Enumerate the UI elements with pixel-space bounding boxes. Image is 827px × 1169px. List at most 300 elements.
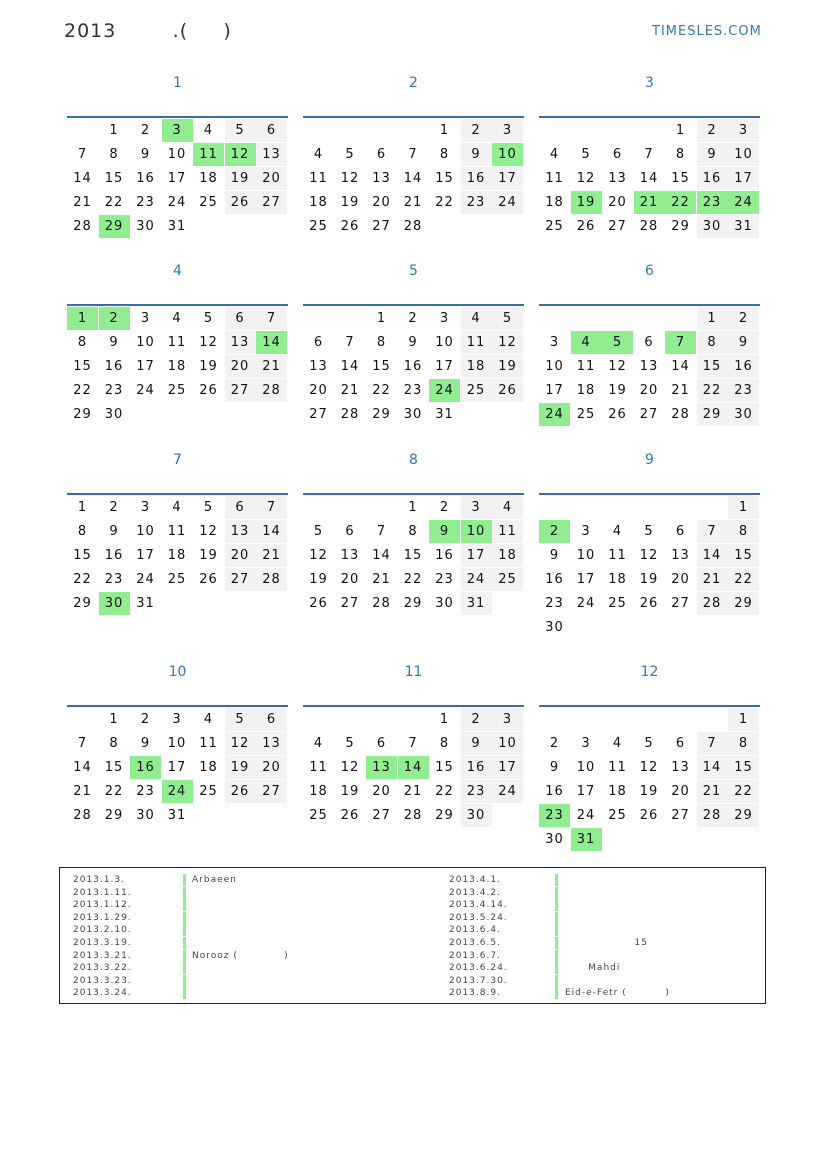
day-cell[interactable]: 21 <box>403 784 423 799</box>
day-cell[interactable]: 10 <box>576 760 596 775</box>
day-cell[interactable]: 15 <box>403 548 423 563</box>
day-cell[interactable]: 15 <box>728 544 759 567</box>
holiday-day-cell[interactable]: 9 <box>429 520 460 543</box>
day-cell[interactable]: 28 <box>697 592 728 615</box>
day-cell[interactable]: 3 <box>549 335 560 350</box>
day-cell[interactable]: 28 <box>256 568 287 591</box>
day-cell[interactable]: 14 <box>639 171 659 186</box>
day-cell[interactable]: 25 <box>199 195 218 210</box>
day-cell[interactable]: 23 <box>403 383 423 398</box>
day-cell[interactable]: 13 <box>225 520 256 543</box>
day-cell[interactable]: 6 <box>225 307 256 330</box>
day-cell[interactable]: 16 <box>461 167 492 190</box>
day-cell[interactable]: 31 <box>136 596 155 611</box>
day-cell[interactable]: 8 <box>675 147 686 162</box>
holiday-day-cell[interactable]: 5 <box>602 331 633 354</box>
day-cell[interactable]: 3 <box>581 736 591 751</box>
day-cell[interactable]: 17 <box>167 760 187 775</box>
holiday-day-cell[interactable]: 13 <box>366 756 397 779</box>
day-cell[interactable]: 4 <box>313 147 324 162</box>
day-cell[interactable]: 17 <box>576 572 596 587</box>
day-cell[interactable]: 19 <box>608 383 627 398</box>
day-cell[interactable]: 29 <box>435 808 454 823</box>
holiday-day-cell[interactable]: 23 <box>539 804 570 827</box>
day-cell[interactable]: 20 <box>309 383 328 398</box>
day-cell[interactable]: 28 <box>671 407 690 422</box>
day-cell[interactable]: 19 <box>225 756 256 779</box>
day-cell[interactable]: 12 <box>639 548 659 563</box>
day-cell[interactable]: 2 <box>140 712 151 727</box>
day-cell[interactable]: 20 <box>256 756 287 779</box>
day-cell[interactable]: 18 <box>199 171 218 186</box>
day-cell[interactable]: 25 <box>576 407 596 422</box>
holiday-day-cell[interactable]: 29 <box>99 215 130 238</box>
day-cell[interactable]: 3 <box>140 311 151 326</box>
holiday-day-cell[interactable]: 14 <box>256 331 287 354</box>
day-cell[interactable]: 18 <box>608 572 627 587</box>
day-cell[interactable]: 31 <box>728 215 759 238</box>
day-cell[interactable]: 1 <box>728 496 759 519</box>
day-cell[interactable]: 12 <box>199 335 218 350</box>
day-cell[interactable]: 6 <box>675 524 686 539</box>
day-cell[interactable]: 9 <box>140 147 151 162</box>
day-cell[interactable]: 1 <box>697 307 728 330</box>
day-cell[interactable]: 4 <box>549 147 560 162</box>
day-cell[interactable]: 14 <box>256 520 287 543</box>
day-cell[interactable]: 5 <box>644 524 654 539</box>
day-cell[interactable]: 20 <box>225 355 256 378</box>
day-cell[interactable]: 28 <box>403 219 423 234</box>
day-cell[interactable]: 7 <box>376 524 387 539</box>
day-cell[interactable]: 7 <box>644 147 654 162</box>
day-cell[interactable]: 27 <box>256 191 287 214</box>
day-cell[interactable]: 25 <box>545 219 564 234</box>
day-cell[interactable]: 29 <box>372 407 391 422</box>
day-cell[interactable]: 6 <box>345 524 355 539</box>
day-cell[interactable]: 28 <box>403 808 423 823</box>
day-cell[interactable]: 15 <box>728 756 759 779</box>
day-cell[interactable]: 10 <box>136 335 155 350</box>
day-cell[interactable]: 27 <box>639 407 659 422</box>
day-cell[interactable]: 10 <box>728 143 759 166</box>
day-cell[interactable]: 5 <box>313 524 324 539</box>
day-cell[interactable]: 21 <box>671 383 690 398</box>
day-cell[interactable]: 7 <box>408 736 418 751</box>
day-cell[interactable]: 6 <box>256 708 287 731</box>
day-cell[interactable]: 29 <box>728 804 759 827</box>
day-cell[interactable]: 19 <box>340 195 360 210</box>
day-cell[interactable]: 22 <box>73 383 92 398</box>
day-cell[interactable]: 17 <box>545 383 564 398</box>
day-cell[interactable]: 3 <box>492 708 523 731</box>
day-cell[interactable]: 11 <box>309 760 328 775</box>
day-cell[interactable]: 5 <box>581 147 591 162</box>
day-cell[interactable]: 13 <box>225 331 256 354</box>
day-cell[interactable]: 3 <box>581 524 591 539</box>
day-cell[interactable]: 26 <box>225 191 256 214</box>
day-cell[interactable]: 26 <box>576 219 596 234</box>
holiday-day-cell[interactable]: 23 <box>697 191 728 214</box>
day-cell[interactable]: 8 <box>77 335 88 350</box>
day-cell[interactable]: 2 <box>439 500 450 515</box>
day-cell[interactable]: 29 <box>728 592 759 615</box>
day-cell[interactable]: 12 <box>340 760 360 775</box>
day-cell[interactable]: 24 <box>576 596 596 611</box>
day-cell[interactable]: 22 <box>435 784 454 799</box>
day-cell[interactable]: 18 <box>461 355 492 378</box>
day-cell[interactable]: 22 <box>73 572 92 587</box>
day-cell[interactable]: 5 <box>492 307 523 330</box>
day-cell[interactable]: 28 <box>73 808 92 823</box>
day-cell[interactable]: 13 <box>256 732 287 755</box>
day-cell[interactable]: 14 <box>73 760 92 775</box>
day-cell[interactable]: 13 <box>639 359 659 374</box>
day-cell[interactable]: 8 <box>77 524 88 539</box>
day-cell[interactable]: 2 <box>408 311 418 326</box>
day-cell[interactable]: 1 <box>109 123 119 138</box>
day-cell[interactable]: 30 <box>545 620 564 635</box>
day-cell[interactable]: 1 <box>77 500 88 515</box>
day-cell[interactable]: 8 <box>697 331 728 354</box>
holiday-day-cell[interactable]: 3 <box>162 119 193 142</box>
holiday-day-cell[interactable]: 22 <box>665 191 696 214</box>
day-cell[interactable]: 19 <box>340 784 360 799</box>
day-cell[interactable]: 2 <box>697 119 728 142</box>
day-cell[interactable]: 21 <box>73 784 92 799</box>
day-cell[interactable]: 7 <box>77 147 88 162</box>
day-cell[interactable]: 27 <box>671 596 690 611</box>
day-cell[interactable]: 3 <box>461 496 492 519</box>
day-cell[interactable]: 1 <box>439 123 450 138</box>
holiday-day-cell[interactable]: 24 <box>162 780 193 803</box>
holiday-day-cell[interactable]: 31 <box>571 828 602 851</box>
day-cell[interactable]: 20 <box>225 544 256 567</box>
day-cell[interactable]: 25 <box>167 572 187 587</box>
day-cell[interactable]: 22 <box>403 572 423 587</box>
day-cell[interactable]: 3 <box>439 311 450 326</box>
day-cell[interactable]: 10 <box>492 732 523 755</box>
day-cell[interactable]: 27 <box>372 808 391 823</box>
holiday-day-cell[interactable]: 7 <box>665 331 696 354</box>
day-cell[interactable]: 13 <box>340 548 360 563</box>
day-cell[interactable]: 11 <box>167 524 187 539</box>
day-cell[interactable]: 26 <box>199 383 218 398</box>
day-cell[interactable]: 1 <box>439 712 450 727</box>
day-cell[interactable]: 12 <box>639 760 659 775</box>
day-cell[interactable]: 24 <box>136 383 155 398</box>
day-cell[interactable]: 14 <box>671 359 690 374</box>
day-cell[interactable]: 8 <box>439 147 450 162</box>
day-cell[interactable]: 29 <box>697 403 728 426</box>
holiday-day-cell[interactable]: 12 <box>225 143 256 166</box>
day-cell[interactable]: 18 <box>199 760 218 775</box>
day-cell[interactable]: 28 <box>340 407 360 422</box>
day-cell[interactable]: 15 <box>435 760 454 775</box>
day-cell[interactable]: 9 <box>109 524 119 539</box>
day-cell[interactable]: 19 <box>639 784 659 799</box>
day-cell[interactable]: 23 <box>461 780 492 803</box>
day-cell[interactable]: 23 <box>435 572 454 587</box>
day-cell[interactable]: 11 <box>608 548 627 563</box>
day-cell[interactable]: 20 <box>372 784 391 799</box>
day-cell[interactable]: 9 <box>140 736 151 751</box>
day-cell[interactable]: 19 <box>199 359 218 374</box>
day-cell[interactable]: 17 <box>492 756 523 779</box>
day-cell[interactable]: 15 <box>671 171 690 186</box>
day-cell[interactable]: 15 <box>697 355 728 378</box>
day-cell[interactable]: 25 <box>461 379 492 402</box>
day-cell[interactable]: 10 <box>167 147 187 162</box>
day-cell[interactable]: 8 <box>109 147 119 162</box>
day-cell[interactable]: 9 <box>549 760 560 775</box>
day-cell[interactable]: 6 <box>256 119 287 142</box>
day-cell[interactable]: 19 <box>225 167 256 190</box>
day-cell[interactable]: 23 <box>461 191 492 214</box>
day-cell[interactable]: 25 <box>608 808 627 823</box>
day-cell[interactable]: 3 <box>140 500 151 515</box>
day-cell[interactable]: 19 <box>199 548 218 563</box>
day-cell[interactable]: 17 <box>728 167 759 190</box>
day-cell[interactable]: 6 <box>644 335 654 350</box>
day-cell[interactable]: 18 <box>576 383 596 398</box>
day-cell[interactable]: 7 <box>256 307 287 330</box>
day-cell[interactable]: 8 <box>408 524 418 539</box>
day-cell[interactable]: 18 <box>545 195 564 210</box>
day-cell[interactable]: 26 <box>309 596 328 611</box>
day-cell[interactable]: 2 <box>549 736 560 751</box>
day-cell[interactable]: 17 <box>461 544 492 567</box>
day-cell[interactable]: 26 <box>340 219 360 234</box>
day-cell[interactable]: 22 <box>104 784 124 799</box>
day-cell[interactable]: 12 <box>576 171 596 186</box>
day-cell[interactable]: 26 <box>199 572 218 587</box>
day-cell[interactable]: 9 <box>728 331 759 354</box>
day-cell[interactable]: 4 <box>461 307 492 330</box>
day-cell[interactable]: 16 <box>697 167 728 190</box>
day-cell[interactable]: 27 <box>309 407 328 422</box>
day-cell[interactable]: 26 <box>340 808 360 823</box>
day-cell[interactable]: 20 <box>372 195 391 210</box>
day-cell[interactable]: 30 <box>104 407 124 422</box>
day-cell[interactable]: 11 <box>576 359 596 374</box>
day-cell[interactable]: 11 <box>167 335 187 350</box>
day-cell[interactable]: 30 <box>697 215 728 238</box>
day-cell[interactable]: 11 <box>309 171 328 186</box>
day-cell[interactable]: 5 <box>345 147 355 162</box>
day-cell[interactable]: 23 <box>104 383 124 398</box>
day-cell[interactable]: 2 <box>109 500 119 515</box>
day-cell[interactable]: 28 <box>639 219 659 234</box>
day-cell[interactable]: 17 <box>576 784 596 799</box>
day-cell[interactable]: 4 <box>172 311 182 326</box>
day-cell[interactable]: 5 <box>203 500 214 515</box>
day-cell[interactable]: 3 <box>728 119 759 142</box>
day-cell[interactable]: 19 <box>309 572 328 587</box>
day-cell[interactable]: 27 <box>671 808 690 823</box>
day-cell[interactable]: 24 <box>136 572 155 587</box>
day-cell[interactable]: 13 <box>671 548 690 563</box>
day-cell[interactable]: 1 <box>376 311 387 326</box>
day-cell[interactable]: 6 <box>376 736 387 751</box>
day-cell[interactable]: 29 <box>104 808 124 823</box>
day-cell[interactable]: 14 <box>697 756 728 779</box>
day-cell[interactable]: 17 <box>492 167 523 190</box>
day-cell[interactable]: 11 <box>461 331 492 354</box>
day-cell[interactable]: 5 <box>225 708 256 731</box>
day-cell[interactable]: 25 <box>492 568 523 591</box>
day-cell[interactable]: 13 <box>309 359 328 374</box>
day-cell[interactable]: 20 <box>671 572 690 587</box>
day-cell[interactable]: 4 <box>203 712 214 727</box>
day-cell[interactable]: 13 <box>671 760 690 775</box>
day-cell[interactable]: 7 <box>697 732 728 755</box>
day-cell[interactable]: 26 <box>639 808 659 823</box>
day-cell[interactable]: 15 <box>104 171 124 186</box>
day-cell[interactable]: 15 <box>73 548 92 563</box>
holiday-day-cell[interactable]: 2 <box>99 307 130 330</box>
day-cell[interactable]: 30 <box>136 808 155 823</box>
day-cell[interactable]: 29 <box>403 596 423 611</box>
day-cell[interactable]: 4 <box>612 524 623 539</box>
day-cell[interactable]: 6 <box>225 496 256 519</box>
day-cell[interactable]: 13 <box>608 171 627 186</box>
holiday-day-cell[interactable]: 16 <box>130 756 161 779</box>
day-cell[interactable]: 7 <box>345 335 355 350</box>
day-cell[interactable]: 9 <box>109 335 119 350</box>
day-cell[interactable]: 29 <box>73 407 92 422</box>
day-cell[interactable]: 1 <box>675 123 686 138</box>
holiday-day-cell[interactable]: 11 <box>193 143 224 166</box>
day-cell[interactable]: 12 <box>199 524 218 539</box>
day-cell[interactable]: 26 <box>225 780 256 803</box>
day-cell[interactable]: 3 <box>172 712 182 727</box>
day-cell[interactable]: 11 <box>492 520 523 543</box>
day-cell[interactable]: 25 <box>167 383 187 398</box>
day-cell[interactable]: 31 <box>167 808 187 823</box>
holiday-day-cell[interactable]: 24 <box>728 191 759 214</box>
day-cell[interactable]: 24 <box>492 780 523 803</box>
day-cell[interactable]: 20 <box>608 195 627 210</box>
day-cell[interactable]: 9 <box>549 548 560 563</box>
day-cell[interactable]: 21 <box>73 195 92 210</box>
day-cell[interactable]: 18 <box>167 548 187 563</box>
day-cell[interactable]: 18 <box>309 195 328 210</box>
holiday-day-cell[interactable]: 21 <box>634 191 665 214</box>
holiday-day-cell[interactable]: 24 <box>539 403 570 426</box>
day-cell[interactable]: 22 <box>728 568 759 591</box>
day-cell[interactable]: 10 <box>435 335 454 350</box>
day-cell[interactable]: 5 <box>345 736 355 751</box>
holiday-day-cell[interactable]: 4 <box>571 331 602 354</box>
day-cell[interactable]: 15 <box>73 359 92 374</box>
day-cell[interactable]: 15 <box>372 359 391 374</box>
day-cell[interactable]: 31 <box>435 407 454 422</box>
holiday-day-cell[interactable]: 10 <box>492 143 523 166</box>
day-cell[interactable]: 2 <box>728 307 759 330</box>
day-cell[interactable]: 12 <box>225 732 256 755</box>
day-cell[interactable]: 20 <box>639 383 659 398</box>
day-cell[interactable]: 28 <box>256 379 287 402</box>
day-cell[interactable]: 11 <box>545 171 564 186</box>
day-cell[interactable]: 10 <box>545 359 564 374</box>
day-cell[interactable]: 3 <box>492 119 523 142</box>
day-cell[interactable]: 22 <box>697 379 728 402</box>
day-cell[interactable]: 22 <box>435 195 454 210</box>
day-cell[interactable]: 6 <box>376 147 387 162</box>
day-cell[interactable]: 8 <box>728 520 759 543</box>
day-cell[interactable]: 22 <box>728 780 759 803</box>
day-cell[interactable]: 24 <box>492 191 523 214</box>
day-cell[interactable]: 13 <box>256 143 287 166</box>
day-cell[interactable]: 4 <box>313 736 324 751</box>
day-cell[interactable]: 23 <box>728 379 759 402</box>
day-cell[interactable]: 25 <box>309 219 328 234</box>
day-cell[interactable]: 10 <box>576 548 596 563</box>
day-cell[interactable]: 22 <box>372 383 391 398</box>
day-cell[interactable]: 24 <box>461 568 492 591</box>
day-cell[interactable]: 24 <box>167 195 187 210</box>
day-cell[interactable]: 14 <box>340 359 360 374</box>
day-cell[interactable]: 6 <box>612 147 623 162</box>
day-cell[interactable]: 8 <box>109 736 119 751</box>
day-cell[interactable]: 27 <box>372 219 391 234</box>
day-cell[interactable]: 4 <box>612 736 623 751</box>
day-cell[interactable]: 16 <box>403 359 423 374</box>
day-cell[interactable]: 4 <box>492 496 523 519</box>
day-cell[interactable]: 5 <box>225 119 256 142</box>
day-cell[interactable]: 17 <box>167 171 187 186</box>
day-cell[interactable]: 20 <box>256 167 287 190</box>
day-cell[interactable]: 17 <box>136 359 155 374</box>
day-cell[interactable]: 18 <box>608 784 627 799</box>
holiday-day-cell[interactable]: 2 <box>539 520 570 543</box>
day-cell[interactable]: 9 <box>461 732 492 755</box>
day-cell[interactable]: 12 <box>608 359 627 374</box>
day-cell[interactable]: 7 <box>77 736 88 751</box>
day-cell[interactable]: 8 <box>728 732 759 755</box>
day-cell[interactable]: 12 <box>340 171 360 186</box>
day-cell[interactable]: 28 <box>697 804 728 827</box>
day-cell[interactable]: 26 <box>608 407 627 422</box>
day-cell[interactable]: 27 <box>340 596 360 611</box>
holiday-day-cell[interactable]: 24 <box>429 379 460 402</box>
day-cell[interactable]: 17 <box>136 548 155 563</box>
holiday-day-cell[interactable]: 10 <box>461 520 492 543</box>
day-cell[interactable]: 20 <box>340 572 360 587</box>
day-cell[interactable]: 16 <box>461 756 492 779</box>
day-cell[interactable]: 15 <box>435 171 454 186</box>
holiday-day-cell[interactable]: 14 <box>398 756 429 779</box>
day-cell[interactable]: 7 <box>697 520 728 543</box>
day-cell[interactable]: 16 <box>104 548 124 563</box>
day-cell[interactable]: 16 <box>104 359 124 374</box>
day-cell[interactable]: 8 <box>376 335 387 350</box>
day-cell[interactable]: 29 <box>73 596 92 611</box>
day-cell[interactable]: 28 <box>73 219 92 234</box>
day-cell[interactable]: 18 <box>167 359 187 374</box>
day-cell[interactable]: 16 <box>435 548 454 563</box>
day-cell[interactable]: 9 <box>461 143 492 166</box>
day-cell[interactable]: 21 <box>256 355 287 378</box>
day-cell[interactable]: 31 <box>461 592 492 615</box>
day-cell[interactable]: 9 <box>697 143 728 166</box>
day-cell[interactable]: 16 <box>728 355 759 378</box>
day-cell[interactable]: 27 <box>225 379 256 402</box>
day-cell[interactable]: 2 <box>461 119 492 142</box>
day-cell[interactable]: 7 <box>256 496 287 519</box>
day-cell[interactable]: 10 <box>136 524 155 539</box>
day-cell[interactable]: 30 <box>728 403 759 426</box>
